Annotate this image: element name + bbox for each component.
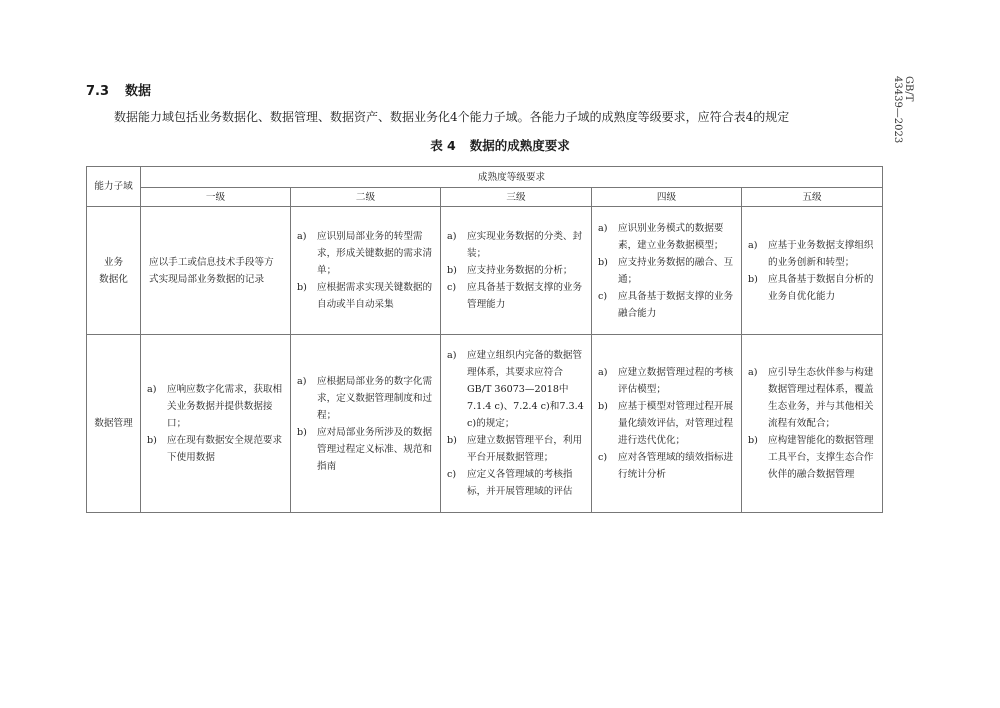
item-text: 应在现有数据安全规范要求下使用数据	[167, 435, 283, 463]
section-number: 7.3	[86, 84, 110, 99]
cell-level-3	[441, 207, 592, 335]
item-label: c)	[447, 282, 457, 293]
item-label: a)	[297, 231, 307, 242]
requirement-item	[447, 347, 587, 432]
running-header	[892, 76, 914, 144]
item-label: a)	[447, 231, 457, 242]
cell-level-5	[742, 335, 883, 513]
requirement-item	[147, 432, 286, 466]
table-row	[87, 207, 883, 335]
cell-level-3	[441, 335, 592, 513]
item-text: 应引导生态伙伴参与构建数据管理过程体系，覆盖生态业务，并与其他相关流程有效配合；	[768, 367, 874, 429]
requirement-item	[447, 262, 587, 279]
item-label: a)	[748, 367, 758, 378]
table-row	[87, 335, 883, 513]
cell-level-1	[141, 207, 291, 335]
table-caption	[0, 136, 1000, 154]
requirement-item	[297, 228, 436, 279]
requirement-item	[598, 398, 737, 449]
header-subdomain: 能力子域	[87, 167, 141, 207]
item-label: a)	[598, 367, 608, 378]
item-text: 应基于模型对管理过程开展量化绩效评估，对管理过程进行迭代优化；	[618, 401, 734, 446]
requirement-item	[297, 373, 436, 424]
section-heading	[86, 80, 151, 99]
item-label: a)	[598, 222, 608, 234]
cell-level-4	[592, 335, 742, 513]
requirement-item	[297, 279, 436, 313]
cell-level-2	[291, 207, 441, 335]
item-text: 应定义各管理域的考核指标，并开展管理域的评估	[467, 469, 573, 497]
cell-level-5	[742, 207, 883, 335]
item-text: 应识别业务模式的数据要素，建立业务数据模型；	[618, 222, 724, 251]
item-label: b)	[297, 426, 307, 438]
header-level-5: 五级	[742, 188, 883, 207]
requirement-item	[447, 432, 587, 466]
item-text: 应建立数据管理过程的考核评估模型；	[618, 367, 734, 395]
cell-level-4	[592, 207, 742, 335]
section-title: 数据	[125, 84, 152, 99]
subdomain-name-line: 数据化	[99, 273, 128, 285]
subdomain-name-line: 数据管理	[94, 418, 133, 429]
requirement-item	[598, 254, 737, 288]
requirement-item	[748, 271, 878, 305]
subdomain-name-line: 业务	[103, 256, 124, 268]
item-text: 应具备基于数据支撑的业务管理能力	[467, 282, 583, 310]
item-text: 应建立组织内完备的数据管理体系，其要求应符合GB/T 36073—2018中7.1.4 c)、7.2.4 c)和7.3.4 c)的规定；	[467, 350, 584, 429]
requirement-item	[598, 220, 737, 254]
requirement-item	[748, 432, 878, 483]
item-text: 应根据需求实现关键数据的自动或半自动采集	[317, 282, 433, 310]
item-label: c)	[598, 452, 608, 463]
subdomain-business-digitization	[87, 207, 141, 335]
table-number: 表 4	[430, 138, 456, 153]
item-text: 应基于业务数据支撑组织的业务创新和转型；	[768, 239, 874, 268]
requirement-item	[598, 449, 737, 483]
requirement-item	[447, 279, 587, 313]
item-text: 应对局部业务所涉及的数据管理过程定义标准、规范和指南	[317, 426, 433, 472]
header-level-2: 二级	[291, 188, 441, 207]
requirement-item	[598, 288, 737, 322]
requirement-item	[147, 381, 286, 432]
requirement-item	[297, 424, 436, 475]
item-text: 应构建智能化的数据管理工具平台，支撑生态合作伙伴的融合数据管理	[768, 435, 874, 480]
cell-level-2	[291, 335, 441, 513]
standard-number: 43439—2023	[892, 76, 903, 144]
item-label: b)	[297, 282, 307, 293]
item-label: b)	[748, 273, 758, 285]
section-intro-paragraph: 数据能力域包括业务数据化、数据管理、数据资产、数据业务化4个能力子域。各能力子域的成熟度等级要求，应符合表4的规定	[114, 110, 790, 124]
item-text: 应实现业务数据的分类、封装；	[467, 231, 583, 259]
requirement-item	[598, 364, 737, 398]
item-text: 应具备基于数据自分析的业务自优化能力	[768, 273, 874, 302]
requirement-text: 应以手工或信息技术手段等方式实现局部业务数据的记录	[149, 256, 274, 285]
item-text: 应对各管理域的绩效指标进行统计分析	[618, 452, 734, 480]
standard-code: GB/T	[903, 76, 914, 102]
item-label: a)	[147, 384, 157, 395]
item-text: 应识别局部业务的转型需求，形成关键数据的需求清单；	[317, 231, 433, 276]
item-text: 应支持业务数据的融合、互通；	[618, 256, 734, 285]
item-text: 应建立数据管理平台，利用平台开展数据管理；	[467, 435, 583, 463]
requirement-item	[447, 228, 587, 262]
item-text: 应响应数字化需求，获取相关业务数据并提供数据接口；	[167, 384, 283, 429]
item-label: b)	[748, 435, 758, 446]
item-label: a)	[748, 239, 758, 251]
item-label: c)	[447, 469, 457, 480]
item-label: b)	[447, 435, 457, 446]
header-level-3: 三级	[441, 188, 592, 207]
header-level-1: 一级	[141, 188, 291, 207]
item-label: b)	[447, 265, 457, 276]
requirement-item	[447, 466, 587, 500]
header-level-4: 四级	[592, 188, 742, 207]
item-text: 应支持业务数据的分析；	[467, 265, 573, 276]
item-label: b)	[147, 435, 157, 446]
item-text: 应具备基于数据支撑的业务融合能力	[618, 290, 734, 319]
maturity-table	[86, 166, 883, 513]
table-title: 数据的成熟度要求	[469, 138, 570, 153]
item-label: a)	[447, 350, 457, 361]
subdomain-data-management	[87, 335, 141, 513]
item-label: c)	[598, 290, 608, 302]
requirement-item	[748, 364, 878, 432]
header-requirements: 成熟度等级要求	[141, 167, 883, 188]
item-text: 应根据局部业务的数字化需求，定义数据管理制度和过程；	[317, 375, 433, 421]
requirement-item	[748, 237, 878, 271]
cell-level-1	[141, 335, 291, 513]
item-label: a)	[297, 375, 307, 387]
item-label: b)	[598, 401, 608, 412]
item-label: b)	[598, 256, 608, 268]
